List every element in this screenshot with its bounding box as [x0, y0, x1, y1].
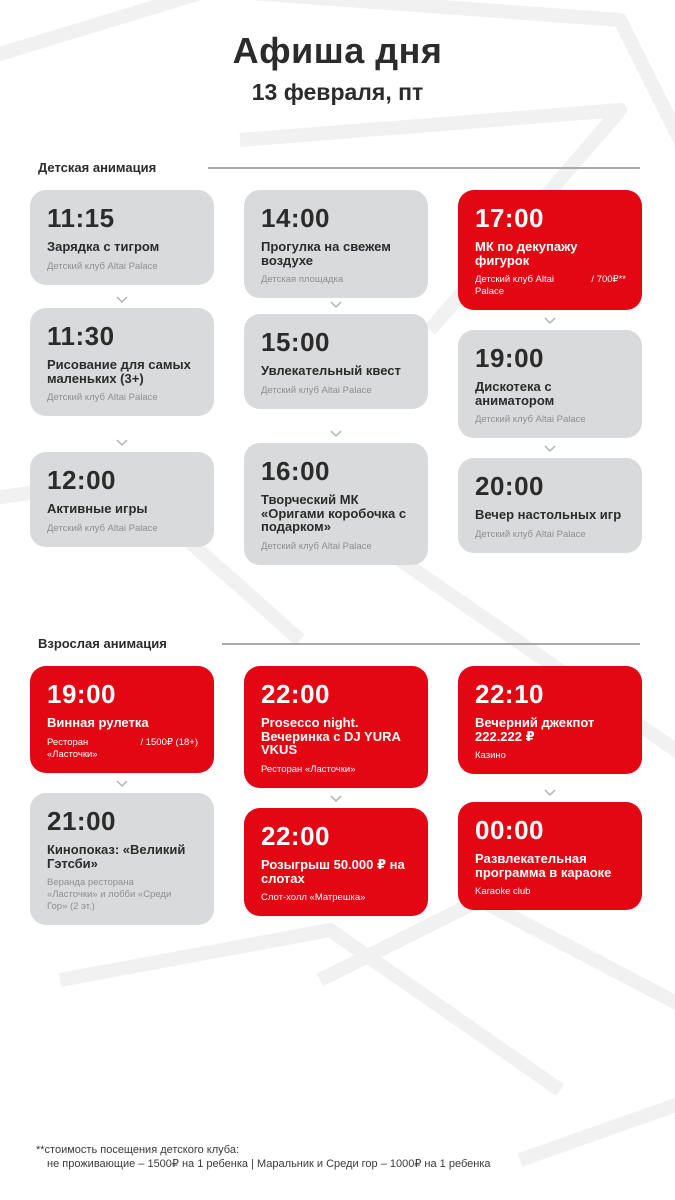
event-place: Детский клуб Altai Palace — [475, 528, 586, 540]
adult-event-card-paid[interactable] — [244, 666, 428, 788]
kids-section-divider — [208, 167, 640, 169]
event-place: Казино — [475, 750, 506, 761]
event-place: Детский клуб Altai Palace — [261, 540, 372, 552]
event-name: Винная рулетка — [47, 715, 149, 730]
adult-section-title: Взрослая анимация — [38, 636, 167, 651]
event-name: МК по декупажу фигурок — [475, 239, 578, 268]
chevron-down-icon — [330, 301, 342, 309]
event-place: Детский клуб Altai Palace — [261, 384, 372, 396]
event-place: Детский клуб Altai Palace — [47, 522, 158, 534]
kids-section-title: Детская анимация — [38, 160, 157, 175]
event-place: Веранда ресторана «Ласточки» и лобби «Среди Гор» (2 эт.) — [47, 877, 172, 912]
adult-event-card-paid[interactable] — [458, 666, 642, 774]
chevron-down-icon — [116, 439, 128, 447]
chevron-down-icon — [544, 445, 556, 453]
chevron-down-icon — [116, 780, 128, 788]
event-place: Ресторан «Ласточки» — [47, 736, 98, 760]
adult-section-divider — [222, 643, 640, 645]
kids-event-card-paid[interactable] — [458, 190, 642, 310]
chevron-down-icon — [544, 789, 556, 797]
kids-event-card[interactable] — [30, 190, 214, 285]
event-name: Дискотека с аниматором — [475, 379, 555, 408]
event-time: 22:00 — [261, 679, 330, 709]
event-time: 11:15 — [47, 203, 115, 233]
page-title: Афиша дня — [232, 30, 443, 71]
event-price: / 700₽** — [591, 274, 626, 285]
event-time: 19:00 — [47, 679, 116, 709]
event-time: 22:00 — [261, 821, 330, 851]
event-time: 22:10 — [475, 679, 544, 709]
chevron-down-icon — [330, 795, 342, 803]
event-name: Активные игры — [47, 501, 148, 516]
event-name: Prosecco night. Вечеринка с DJ YURA VKUS — [261, 715, 401, 757]
kids-event-card[interactable] — [244, 314, 428, 409]
adult-event-card[interactable] — [30, 793, 214, 925]
chevron-down-icon — [544, 317, 556, 325]
kids-event-card[interactable] — [458, 330, 642, 438]
event-time: 00:00 — [475, 815, 544, 845]
event-time: 21:00 — [47, 806, 116, 836]
adult-event-card-paid[interactable] — [458, 802, 642, 910]
event-place: Karaoke club — [475, 886, 531, 897]
event-place: Ресторан «Ласточки» — [261, 763, 356, 775]
adult-event-card-paid[interactable] — [30, 666, 214, 773]
event-place: Детский клуб Altai Palace — [47, 392, 158, 403]
event-name: Рисование для самых маленьких (3+) — [47, 357, 191, 386]
chevron-down-icon — [116, 296, 128, 304]
event-time: 19:00 — [475, 343, 544, 373]
event-name: Кинопоказ: «Великий Гэтсби» — [47, 842, 186, 871]
adult-event-card-paid[interactable] — [244, 808, 428, 916]
event-name: Творческий МК «Оригами коробочка с подарком» — [261, 492, 407, 534]
event-name: Вечер настольных игр — [475, 507, 622, 522]
footnote-line-1: **стоимость посещения детского клуба: — [36, 1144, 239, 1156]
event-time: 12:00 — [47, 465, 116, 495]
event-time: 16:00 — [261, 456, 330, 486]
page-date: 13 февраля, пт — [251, 79, 424, 105]
event-time: 15:00 — [261, 327, 330, 357]
event-name: Зарядка с тигром — [47, 239, 160, 254]
event-place: Детский клуб Altai Palace — [475, 414, 586, 425]
event-place: Детская площадка — [261, 274, 344, 285]
kids-event-card[interactable] — [30, 452, 214, 547]
kids-event-card[interactable] — [244, 443, 428, 565]
event-place: Детский клуб Altai Palace — [47, 260, 158, 272]
chevron-down-icon — [330, 430, 342, 438]
event-place: Слот-холл «Матрешка» — [261, 892, 366, 903]
event-name: Увлекательный квест — [261, 363, 401, 378]
event-time: 17:00 — [475, 203, 544, 233]
kids-event-card[interactable] — [458, 458, 642, 553]
event-time: 11:30 — [47, 321, 115, 351]
event-name: Розыгрыш 50.000 ₽ на слотах — [261, 857, 405, 886]
event-price: / 1500₽ (18+) — [140, 736, 198, 748]
footnote-line-2: не проживающие – 1500₽ на 1 ребенка | Маральник и Среди гор – 1000₽ на 1 ребенка — [47, 1158, 491, 1170]
event-name: Развлекательная программа в караоке — [475, 851, 612, 880]
event-time: 20:00 — [475, 471, 544, 501]
kids-event-card[interactable] — [244, 190, 428, 298]
price-footnote — [36, 1143, 491, 1171]
event-place: Детский клуб Altai Palace — [475, 274, 555, 297]
kids-event-card[interactable] — [30, 308, 214, 416]
event-time: 14:00 — [261, 203, 330, 233]
event-name: Прогулка на свежем воздухе — [261, 239, 391, 268]
event-name: Вечерний джекпот 222.222 ₽ — [475, 715, 595, 744]
